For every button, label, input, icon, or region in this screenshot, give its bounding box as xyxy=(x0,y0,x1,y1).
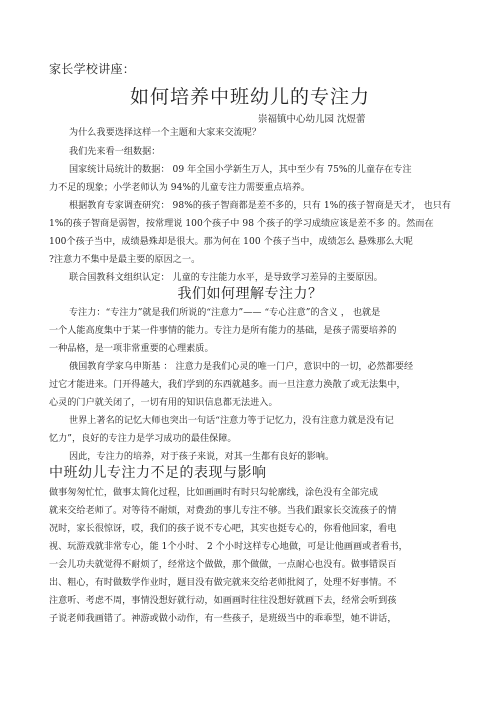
paragraph-line: 力不足的现象；小学老师认为 94%的儿童专注力需要重点培养。 xyxy=(49,183,311,193)
paragraph-line: 世界上著名的记忆大师也突出一句话“注意力等于记忆力，没有注意力就是没有记 xyxy=(69,416,394,426)
paragraph-line: 出、粗心，有时做数学作业时，题目没有做完就来交给老师批阅了，处理不好事情。不 xyxy=(49,578,397,588)
paragraph-line: 为什么我要选择这样一个主题和大家来交流呢？ xyxy=(69,128,262,138)
paragraph-line: ?注意力不集中是最主要的原因之一。 xyxy=(49,255,201,265)
paragraph-line: 1%的孩子智商是弱智，按常理说 100个孩子中 98 个孩子的学习成绩应该是差不多 的。然而在 xyxy=(49,219,434,229)
page-title: 如何培养中班幼儿的专注力 xyxy=(129,86,370,108)
paragraph-line: 联合国教科文组织认定： 儿童的专注能力水平，是导致学习差异的主要原因。 xyxy=(69,273,383,283)
paragraph-line: 因此，专注力的培养，对于孩子来说，对其一生都有良好的影响。 xyxy=(69,452,335,462)
paragraph-line: 一种品格，是一项非常重要的心理素质。 xyxy=(49,344,214,354)
paragraph-line: 注意听、考虑不周，事情没想好就行动，如画画时往往没想好就画下去，经常会听到孩 xyxy=(49,596,397,606)
paragraph-line: 忆力”，良好的专注力是学习成功的最佳保障。 xyxy=(49,434,237,444)
paragraph-line: 我们先来看一组数据： xyxy=(69,147,161,157)
paragraph-line: 俄国教育学家乌申斯基 ： 注意力是我们心灵的唯一门户，意识中的一切，必然都要经 xyxy=(69,362,414,372)
paragraph-line: 况时，家长很惊讶，哎，我们的孩子说不专心吧，其实也挺专心的，你看他回家，看电 xyxy=(49,524,397,534)
paragraph-line: 根据教育专家调查研究： 98%的孩子智商都是差不多的，只有 1%的孩子智商是天才， 也只有 xyxy=(69,201,452,211)
paragraph-line: 国家统计局统计的数据： 09 年全国小学新生万人，其中至少有 75%的儿童存在专注 xyxy=(69,165,412,175)
lecture-series-label: 家长学校讲座： xyxy=(49,62,136,76)
paragraph-line: 100个孩子当中，成绩悬殊却是很大。那为何在 100 个孩子当中，成绩怎么 悬殊那么大呢 xyxy=(49,237,413,247)
paragraph-line: 子说老师我画错了。神游或做小动作，有一些孩子，是班级当中的乖乖型，她不讲话， xyxy=(49,614,397,624)
paragraph-line: 心灵的门户就关闭了，一切有用的知识信息都无法进入。 xyxy=(49,398,278,408)
paragraph-line: 一会儿功夫就觉得不耐烦了，经常这个做做，那个做做，一点耐心也没有。做事错误百 xyxy=(49,560,397,570)
paragraph-line: 视、玩游戏就非常专心，能 1个小时、 2 个小时这样专心地做，可是让他画画或者看书， xyxy=(49,542,408,552)
paragraph-line: 一个人能高度集中于某一件事情的能力。专注力是所有能力的基础，是孩子需要培养的 xyxy=(49,326,397,336)
paragraph-line: 做事匆匆忙忙，做事太简化过程，比如画画时有时只勾轮廓线，涂色没有全部完成 xyxy=(49,488,379,498)
section-heading-understanding: 我们如何理解专注力？ xyxy=(177,286,323,302)
paragraph-line: 就来交给老师了。对等待不耐烦，对费劲的事儿专注不够。当我们跟家长交流孩子的情 xyxy=(49,506,397,516)
paragraph-line: 专注力：“专注力”就是我们所说的“注意力”—— “专心注意”的含义 ， 也就是 xyxy=(69,308,381,318)
section-heading-manifestations: 中班幼儿专注力不足的表现与影响 xyxy=(49,465,267,481)
author-byline: 崇福镇中心幼儿园 沈煜蕾 xyxy=(258,114,366,125)
paragraph-line: 过它才能进来。门开得越大，我们学到的东西就越多。而一旦注意力涣散了或无法集中， xyxy=(49,380,406,390)
